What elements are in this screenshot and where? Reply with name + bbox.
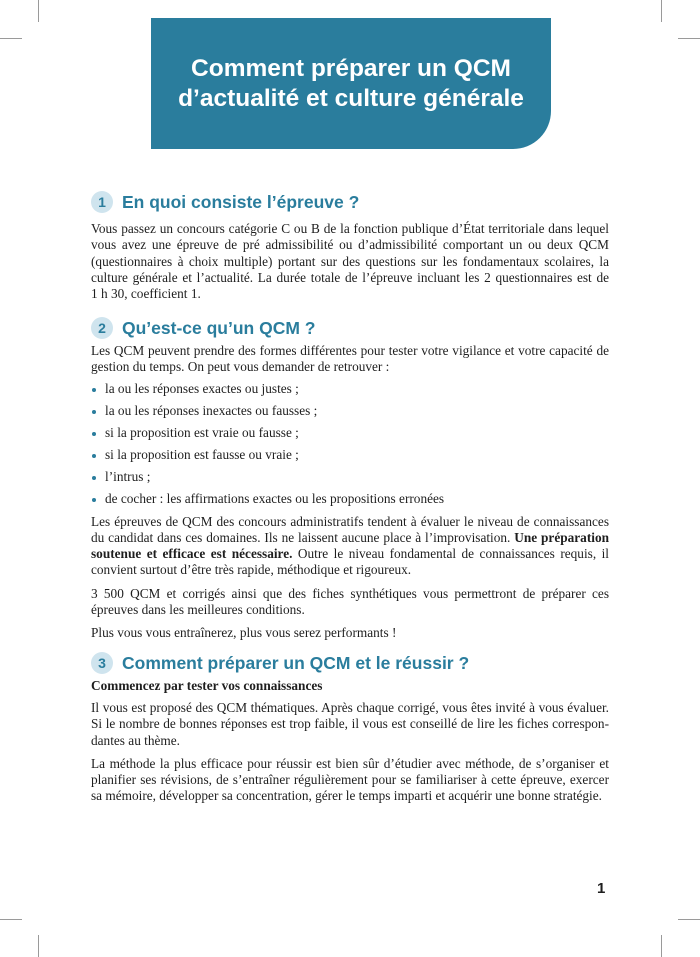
text-line: planifier ses révisions, de s’entraîner régulièrement pour se familiariser à cette épreuve, exercer	[91, 772, 609, 788]
text-line: Vous passez un concours catégorie C ou B de la fonction publique d’État territoriale dans lequel	[91, 221, 609, 236]
list-item: la ou les réponses inexactes ou fausses ;	[91, 400, 609, 422]
paragraph	[91, 221, 609, 302]
text-line: Les QCM peuvent prendre des formes différentes pour tester votre vigilance et votre capacité de	[91, 343, 609, 358]
text-line: Il vous est proposé des QCM thématiques. Après chaque corrigé, vous êtes invité à vous évaluer.	[91, 700, 609, 715]
section-number-badge: 1	[91, 191, 113, 213]
crop-mark	[38, 0, 39, 22]
section-number-badge: 3	[91, 652, 113, 674]
text-line	[91, 546, 609, 562]
paragraph	[91, 343, 609, 376]
bold-text: Une préparation	[514, 529, 609, 545]
list-item: si la proposition est fausse ou vraie ;	[91, 444, 609, 466]
text-run: du candidat dans ces domaines. Ils ne laissent aucune place à l’improvisation.	[91, 529, 511, 545]
section-heading	[91, 316, 609, 340]
section-title: Comment préparer un QCM et le réussir ?	[122, 652, 470, 673]
crop-mark	[678, 38, 700, 39]
text-line: 3 500 QCM et corrigés ainsi que des fiches synthétiques vous permettront de préparer ces	[91, 585, 609, 601]
paragraph	[91, 756, 609, 805]
text-run: Outre le niveau fondamental de connaissances requis, il	[297, 546, 609, 562]
page-title-line-1: Comment préparer un QCM	[191, 54, 511, 82]
crop-mark	[661, 0, 662, 22]
section-title: Qu’est-ce qu’un QCM ?	[122, 317, 316, 338]
text-line: Les épreuves de QCM des concours administratifs tendent à évaluer le niveau de connaissances	[91, 513, 609, 529]
crop-mark	[0, 38, 22, 39]
page-title-line-2: d’actualité et culture générale	[178, 84, 524, 112]
paragraph	[91, 586, 609, 619]
text-line: La méthode la plus efficace pour réussir est bien sûr d’étudier avec méthode, de s’organiser et	[91, 755, 609, 771]
text-line: dantes au thème.	[91, 732, 180, 748]
list-item: l’intrus ;	[91, 466, 609, 488]
section-heading	[91, 190, 609, 214]
section-2	[91, 316, 609, 642]
crop-mark	[38, 935, 39, 957]
list-item: si la proposition est vraie ou fausse ;	[91, 422, 609, 444]
section-heading	[91, 651, 609, 675]
crop-mark	[678, 919, 700, 920]
section-3	[91, 651, 609, 805]
text-line: Si le nombre de bonnes réponses est trop faible, il vous est conseillé de lire les fiches correspon-	[91, 716, 609, 732]
crop-mark	[0, 919, 22, 920]
section-1	[91, 190, 609, 302]
paragraph	[91, 625, 609, 641]
section-number-badge: 2	[91, 317, 113, 339]
text-line: (questionnaires à choix multiple) portant sur des questions sur les fondamentaux scolaires, la	[91, 253, 609, 269]
text-line: épreuves dans les meilleures conditions.	[91, 602, 305, 618]
bold-text: soutenue et efficace est nécessaire.	[91, 546, 293, 562]
text-line: convient surtout d’être très rapide, méthodique et rigoureux.	[91, 562, 412, 578]
text-line: 1 h 30, coefficient 1.	[91, 286, 201, 302]
paragraph	[91, 514, 609, 579]
section-title: En quoi consiste l’épreuve ?	[122, 191, 360, 212]
list-item: la ou les réponses exactes ou justes ;	[91, 378, 609, 400]
text-line: culture générale et l’actualité. La durée totale de l’épreuve incluant les 2 questionnaires est de	[91, 269, 609, 285]
text-line: gestion du temps. On peut vous demander de retrouver :	[91, 359, 390, 375]
paragraph	[91, 700, 609, 749]
text-line: Plus vous vous entraînerez, plus vous serez performants !	[91, 625, 397, 641]
subheading: Commencez par tester vos connaissances	[91, 678, 323, 693]
page-number: 1	[597, 880, 606, 897]
text-line: sa mémoire, développer sa concentration, gérer le temps imparti et acquérir une bonne stratégie.	[91, 788, 602, 804]
bullet-list	[91, 378, 609, 510]
list-item: de cocher : les affirmations exactes ou les propositions erronées	[91, 488, 609, 510]
text-line	[91, 530, 609, 546]
page-title-banner	[151, 18, 551, 149]
crop-mark	[661, 935, 662, 957]
text-line: vous avez une épreuve de pré admissibilité ou d’admissibilité comportant un ou deux QCM	[91, 237, 609, 253]
